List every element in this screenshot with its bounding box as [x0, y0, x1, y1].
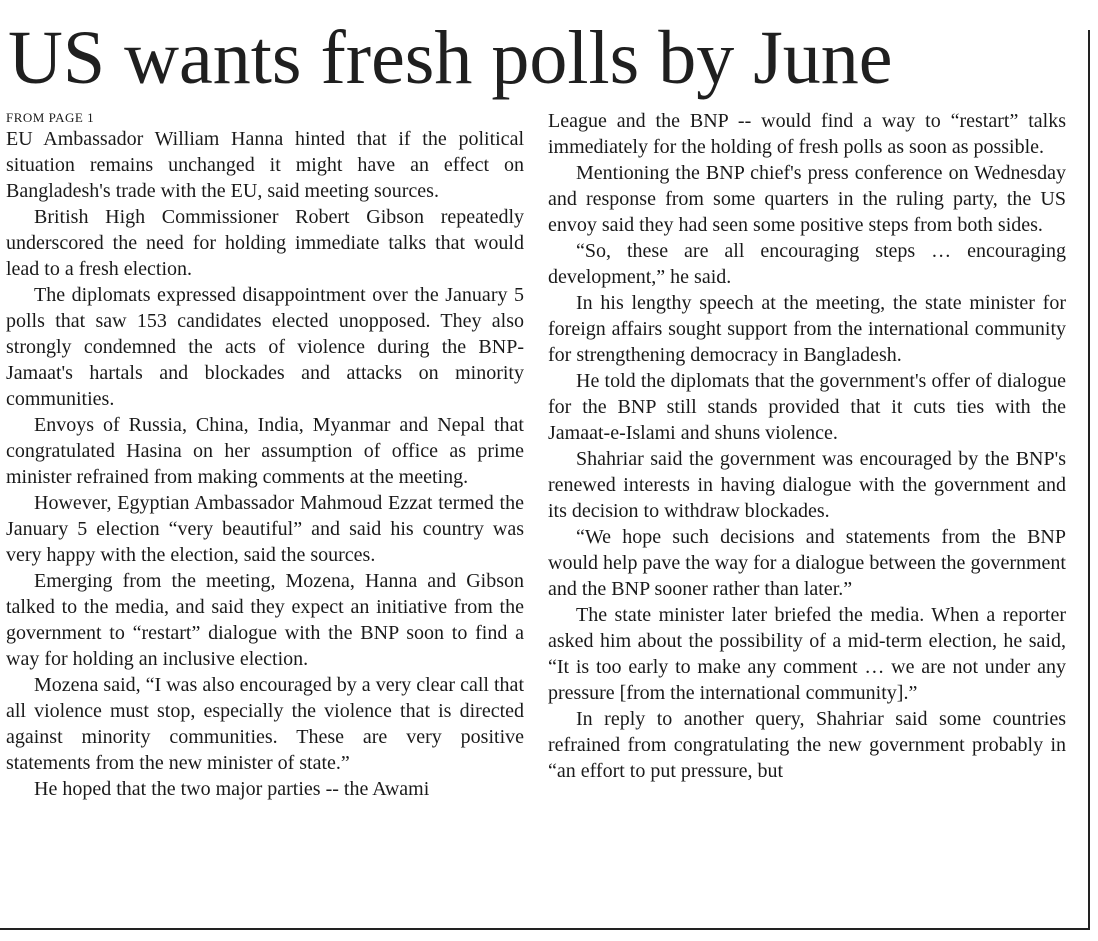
- paragraph: The state minister later briefed the media. When a reporter asked him about the possibility of a mid-term election, he said, “It is too early to make any comment … we are not under any pressure [from the international community].”: [548, 604, 1066, 704]
- paragraph: He hoped that the two major parties -- the Awami: [34, 778, 430, 800]
- paragraph: EU Ambassador William Hanna hinted that if the political situation remains unchanged it might have an effect on Bangladesh's trade with the EU, said meeting sources.: [6, 128, 524, 202]
- paragraph: “So, these are all encouraging steps … encouraging development,” he said.: [548, 240, 1066, 288]
- paragraph: In reply to another query, Shahriar said some countries refrained from congratulating the new government probably in “an effort to put pressure, but: [548, 708, 1066, 782]
- bottom-border-rule: [0, 928, 1090, 930]
- left-column: [6, 108, 524, 802]
- paragraph: However, Egyptian Ambassador Mahmoud Ezzat termed the January 5 election “very beautiful” and said his country was very happy with the election, said the sources.: [6, 492, 524, 566]
- paragraph: Emerging from the meeting, Mozena, Hanna and Gibson talked to the media, and said they expect an initiative from the government to “restart” dialogue with the BNP soon to find a way for holding an inclusive election.: [6, 570, 524, 670]
- paragraph: Mozena said, “I was also encouraged by a very clear call that all violence must stop, especially the violence that is directed against minority communities. These are very positive statements from the new minister of state.”: [6, 674, 524, 774]
- paragraph: Envoys of Russia, China, India, Myanmar and Nepal that congratulated Hasina on her assumption of office as prime minister refrained from making comments at the meeting.: [6, 414, 524, 488]
- paragraph: In his lengthy speech at the meeting, the state minister for foreign affairs sought support from the international community for strengthening democracy in Bangladesh.: [548, 292, 1066, 366]
- paragraph: British High Commissioner Robert Gibson repeatedly underscored the need for holding immediate talks that would lead to a fresh election.: [6, 206, 524, 280]
- paragraph: Mentioning the BNP chief's press conference on Wednesday and response from some quarters in the ruling party, the US envoy said they had seen some positive steps from both sides.: [548, 162, 1066, 236]
- paragraph: He told the diplomats that the government's offer of dialogue for the BNP still stands provided that it cuts ties with the Jamaat-e-Islami and shuns violence.: [548, 370, 1066, 444]
- paragraph: Shahriar said the government was encouraged by the BNP's renewed interests in having dialogue with the government and its decision to withdraw blockades.: [548, 448, 1066, 522]
- right-border-rule: [1088, 30, 1090, 930]
- paragraph: “We hope such decisions and statements from the BNP would help pave the way for a dialogue between the government and the BNP sooner rather than later.”: [548, 526, 1066, 600]
- continuation-kicker: FROM PAGE 1: [6, 110, 95, 125]
- paragraph: The diplomats expressed disappointment over the January 5 polls that saw 153 candidates elected unopposed. They also strongly condemned the acts of violence during the BNP-Jamaat's hartals and blockades and attacks on minority communities.: [6, 284, 524, 410]
- right-column: [548, 108, 1066, 784]
- paragraph: League and the BNP -- would find a way to “restart” talks immediately for the holding of fresh polls as soon as possible.: [548, 110, 1066, 158]
- headline: US wants fresh polls by June: [8, 16, 893, 100]
